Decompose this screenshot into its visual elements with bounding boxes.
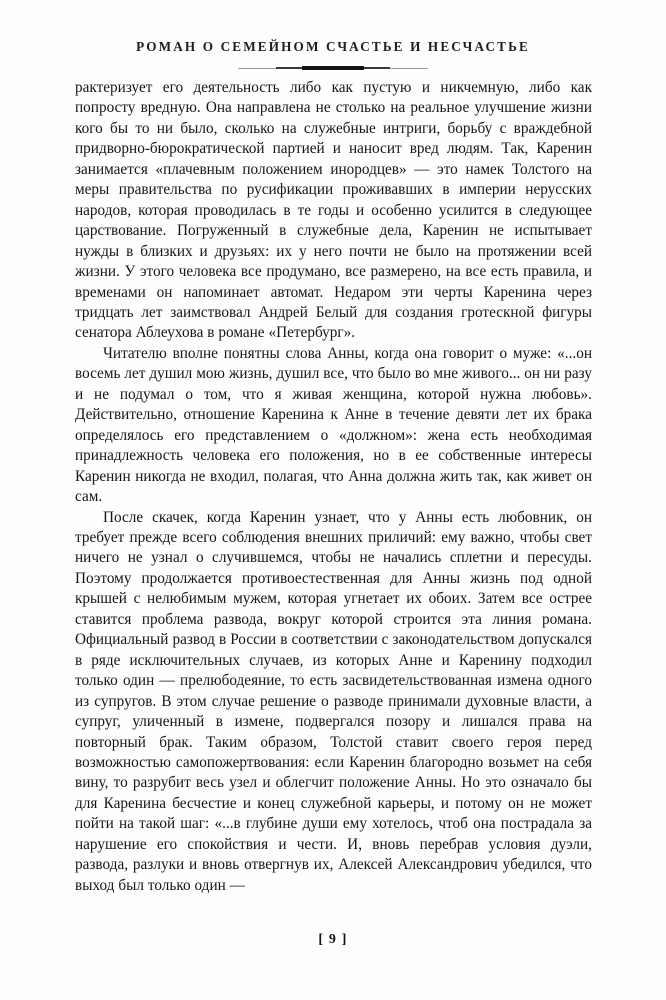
paragraph: рактеризует его деятельность либо как пустую и никчемную, либо как попросту вредную. Она направлена не столько на реальное улучшение жизни кого бы то ни было, сколько на служебные интриги, борьбу с враждебной придворно-бюрократической партией и наносит вред людям. Так, Каренин занимается «плачевным положением инородцев» — это намек Толстого на меры правительства по русификации проживавших в империи нерусских народов, которая проводилась в те годы и особенно усилится в следующее царствование. Погруженный в служебные дела, Каренин не испытывает нужды в близких и друзьях: их у него почти не было на протяжении всей жизни. У этого человека все продумано, все размерено, на все есть правила, и временами он напоминает автомат. Недаром эти черты Каренина через тридцать лет заимствовал Андрей Белый для создания гротескной фигуры сенатора Аблеухова в романе «Петербург». [75,79,592,342]
section-divider [238,64,428,74]
page-number: [ 9 ] [318,932,348,947]
divider-thick-line [302,66,364,70]
running-head-block [0,40,666,74]
body-text-block [75,78,592,896]
running-head: РОМАН О СЕМЕЙНОМ СЧАСТЬЕ И НЕСЧАСТЬЕ [136,39,530,54]
paragraph: После скачек, когда Каренин узнает, что у Анны есть любовник, он требует прежде всего соблюдения внешних приличий: ему важно, чтобы свет ничего не узнал о случившемся, чтобы не начались сплетни и пересуды. Поэтому продолжается противоестественная для Анны жизнь под одной крышей с нелюбимым мужем, которая угнетает их обоих. Затем все острее ставится проблема развода, вокруг которой строится эта линия романа. Официальный развод в России в соответствии с законодательством допускался в ряде исключительных случаев, из которых Анне и Каренину подходил только один — прелюбодеяние, то есть засвидетельствованная измена одного из супругов. В этом случае решение о разводе принимали духовные власти, а супруг, уличенный в измене, подвергался позору и лишался права на повторный брак. Таким образом, Толстой ставит своего героя перед возможностью самопожертвования: если Каренин благородно возьмет на себя вину, то разрубит весь узел и облегчит положение Анны. Но это означало бы для Каренина бесчестие и конец служебной карьеры, и потому он не может пойти на такой шаг: «...в глубине души ему хотелось, чтоб она пострадала за нарушение его спокойствия и чести. И, вновь перебрав условия дуэли, развода, разлуки и вновь отвергнув их, Алексей Александрович убедился, что выход был только один — [75,508,592,894]
paragraph: Читателю вполне понятны слова Анны, когда она говорит о муже: «...он восемь лет душил мою жизнь, душил все, что было во мне живого... он ни разу и не подумал о том, что я живая женщина, которой нужна любовь». Действительно, отношение Каренина к Анне в течение девяти лет их брака определялось его представлением о «должном»: жена есть необходимая принадлежность человека его положения, но в ее собственные интересы Каренин никогда не входил, полагая, что Анна должна жить так, как живет он сам. [75,344,592,506]
